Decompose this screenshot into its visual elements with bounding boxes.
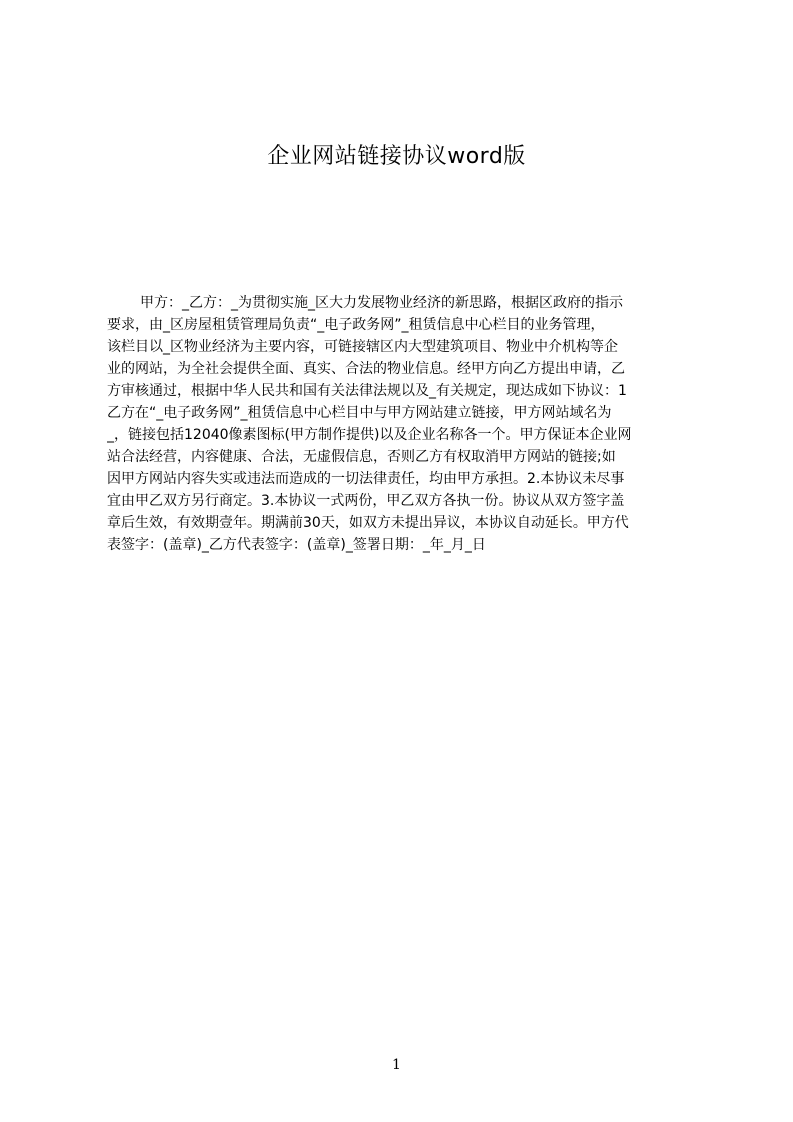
body-line: _，链接包括12040像素图标(甲方制作提供)以及企业名称各一个。甲方保证本企业网 bbox=[107, 427, 632, 443]
document-title: 企业网站链接协议word版 bbox=[267, 144, 526, 169]
body-line: 甲方：_乙方：_为贯彻实施_区大力发展物业经济的新思路，根据区政府的指示 bbox=[140, 295, 623, 311]
body-line: 该栏目以_区物业经济为主要内容，可链接辖区内大型建筑项目、物业中介机构等企 bbox=[107, 339, 618, 355]
body-line: 因甲方网站内容失实或违法而造成的一切法律责任，均由甲方承担。2.本协议未尽事 bbox=[107, 471, 625, 487]
body-line: 要求，由_区房屋租赁管理局负责“_电子政务网”_租赁信息中心栏目的业务管理， bbox=[107, 317, 605, 333]
body-line: 宜由甲乙双方另行商定。3.本协议一式两份，甲乙双方各执一份。协议从双方签字盖 bbox=[107, 493, 625, 509]
agreement-body bbox=[107, 292, 697, 556]
body-line: 表签字：(盖章)_乙方代表签字：(盖章)_签署日期：_年_月_日 bbox=[107, 537, 486, 553]
body-line: 站合法经营，内容健康、合法，无虚假信息，否则乙方有权取消甲方网站的链接;如 bbox=[107, 449, 616, 465]
body-line: 方审核通过，根据中华人民共和国有关法律法规以及_有关规定，现达成如下协议：1 bbox=[107, 383, 627, 399]
page-number: 1 bbox=[392, 1057, 401, 1073]
body-line: 业的网站，为全社会提供全面、真实、合法的物业信息。经甲方向乙方提出申请，乙 bbox=[107, 361, 625, 377]
body-line: 乙方在“_电子政务网”_租赁信息中心栏目中与甲方网站建立链接，甲方网站域名为 bbox=[107, 405, 612, 421]
body-line: 章后生效，有效期壹年。期满前30天，如双方未提出异议，本协议自动延长。甲方代 bbox=[107, 515, 629, 531]
